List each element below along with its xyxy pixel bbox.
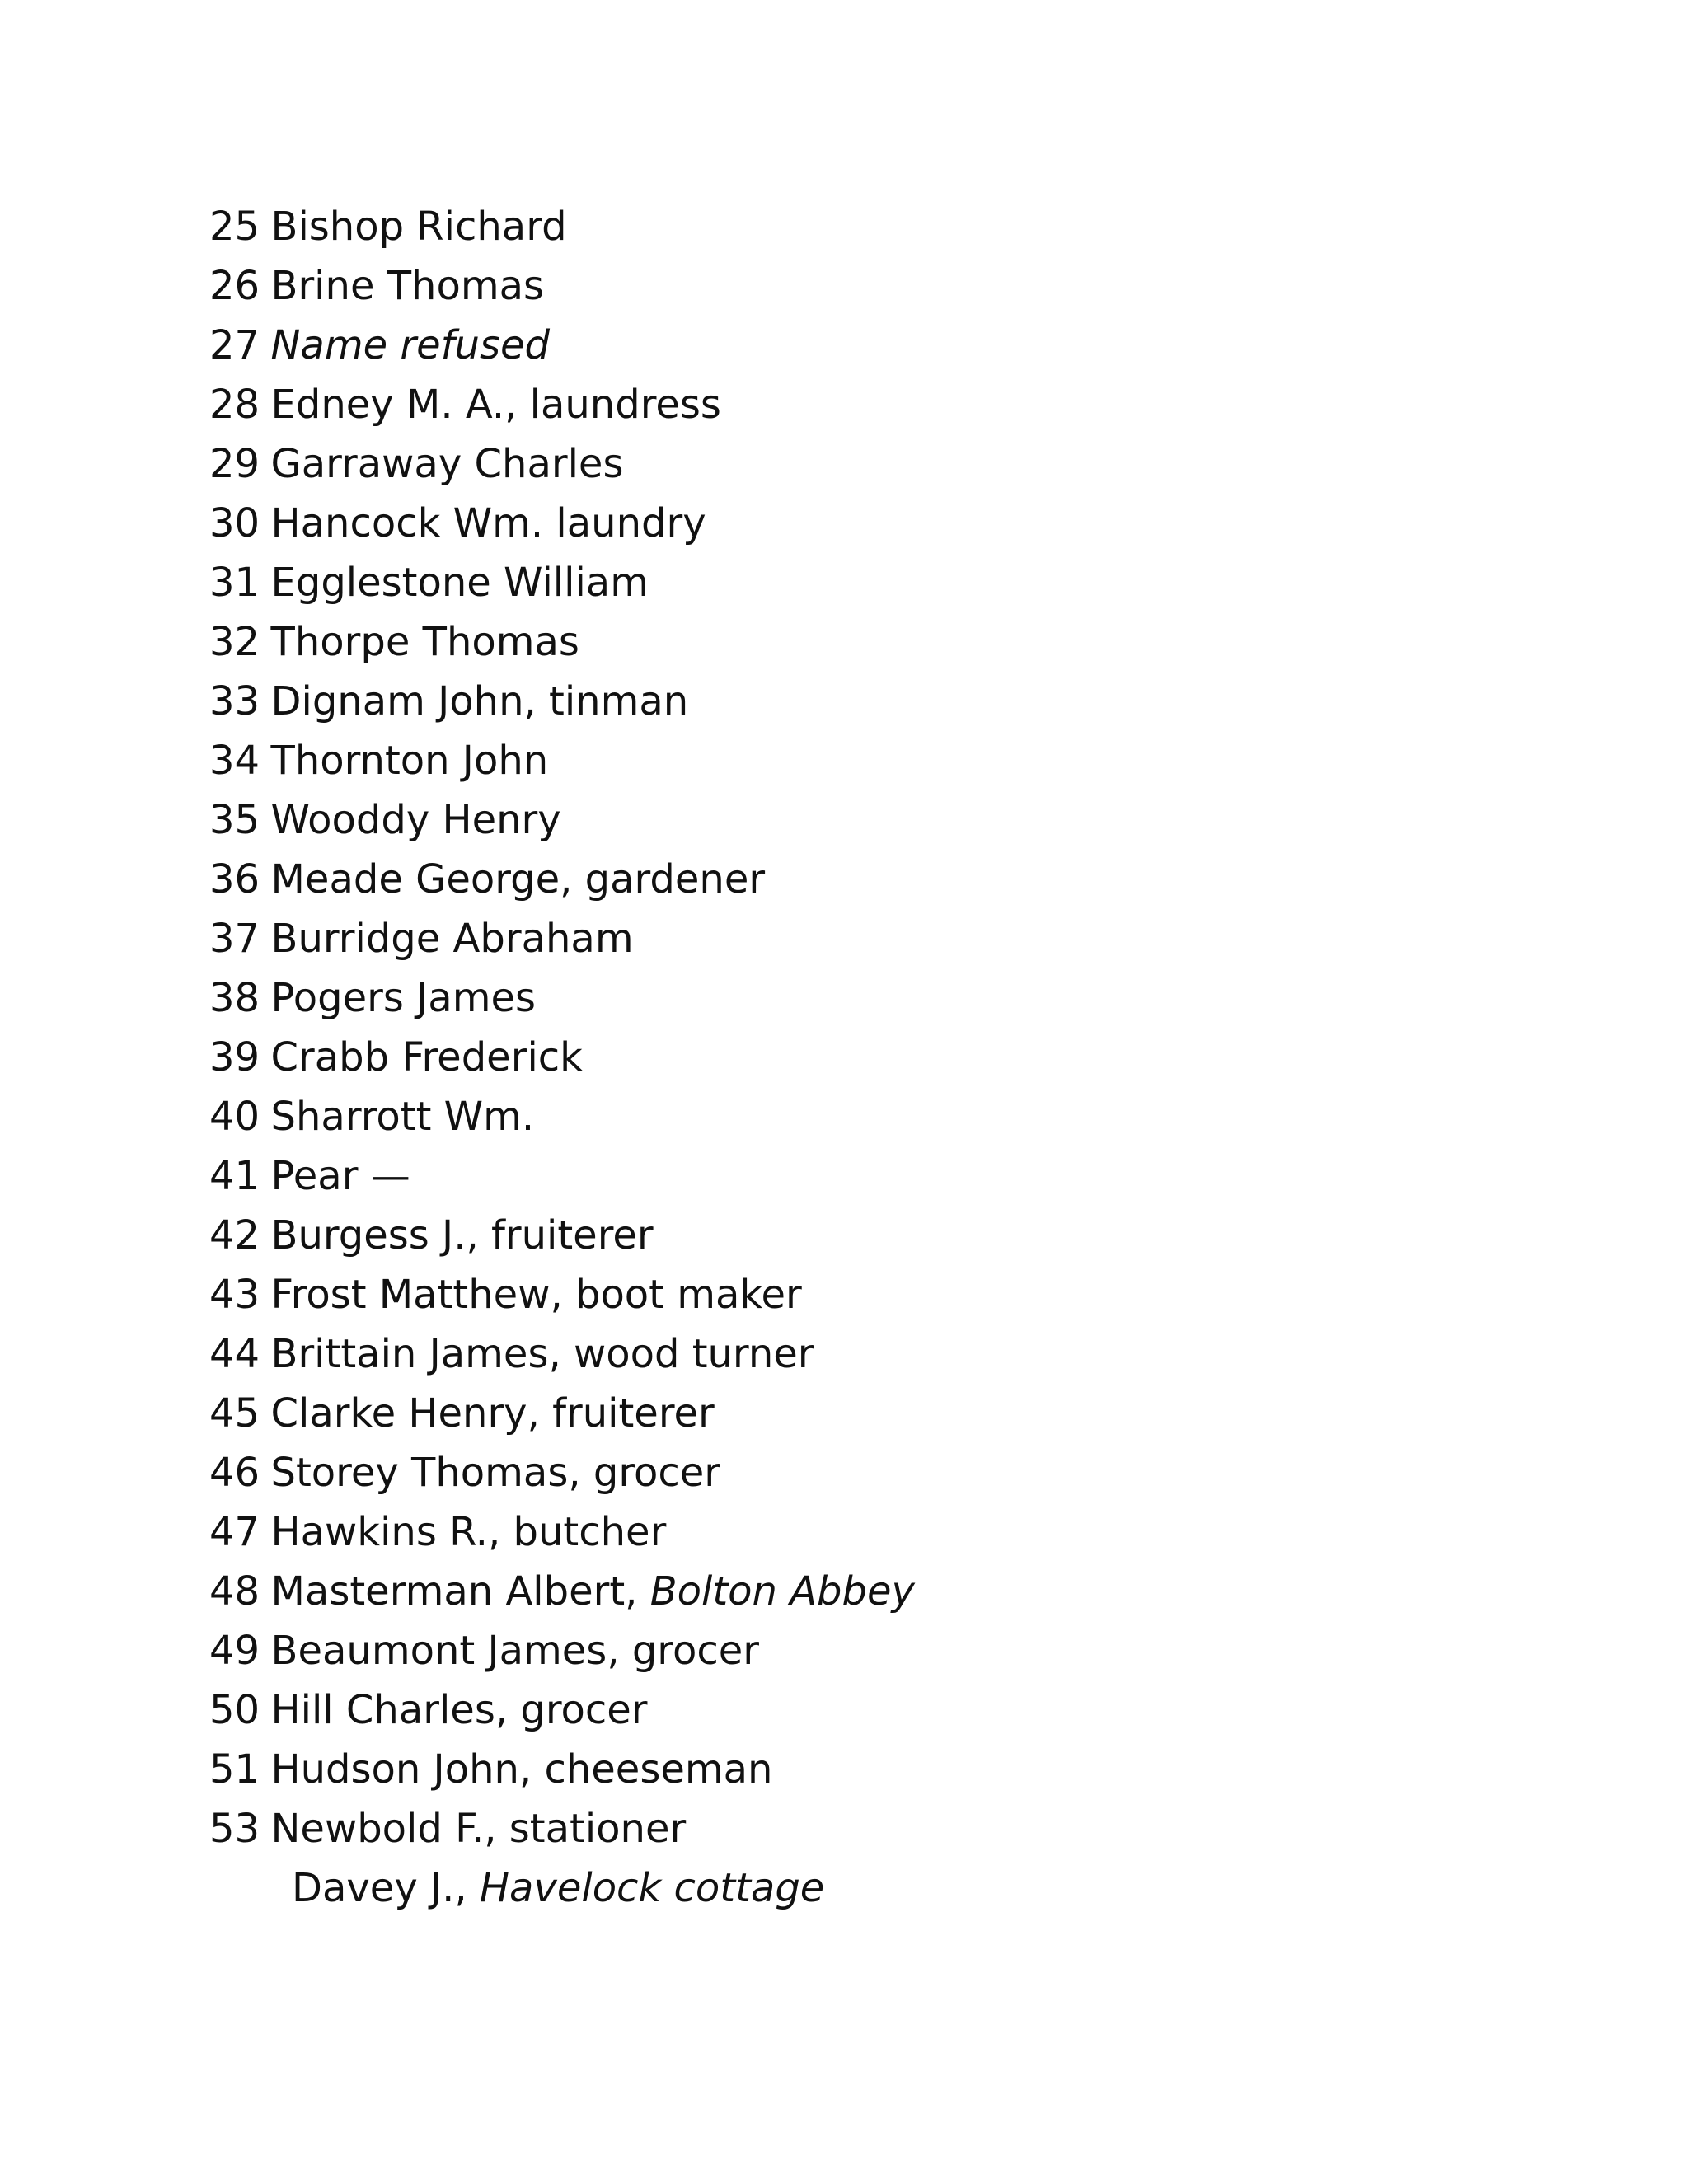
house-number: 26 bbox=[209, 263, 260, 309]
resident-name: Storey Thomas bbox=[270, 1450, 569, 1496]
occupation: laundry bbox=[556, 500, 706, 546]
directory-entry bbox=[209, 197, 915, 256]
house-number: 29 bbox=[209, 441, 260, 487]
resident-name: Brittain James bbox=[270, 1331, 549, 1377]
occupation: boot maker bbox=[574, 1272, 802, 1318]
occupation: gardener bbox=[584, 856, 766, 902]
directory-entry bbox=[209, 494, 915, 553]
directory-entry bbox=[209, 1740, 915, 1799]
occupation: fruiterer bbox=[552, 1390, 715, 1436]
resident-name: Pogers James bbox=[270, 975, 536, 1021]
directory-entry bbox=[209, 375, 915, 434]
resident-name: Hudson John bbox=[270, 1746, 519, 1793]
house-number: 40 bbox=[209, 1094, 260, 1140]
occupation: wood turner bbox=[573, 1331, 814, 1377]
italic-note: Bolton Abbey bbox=[649, 1568, 915, 1615]
occupation: laundress bbox=[529, 382, 721, 428]
house-number: 49 bbox=[209, 1628, 260, 1674]
house-number: 28 bbox=[209, 382, 260, 428]
house-number: 25 bbox=[209, 204, 260, 250]
house-number: 34 bbox=[209, 738, 260, 784]
directory-entry bbox=[209, 1443, 915, 1502]
separator: , bbox=[550, 1272, 575, 1318]
house-number: 51 bbox=[209, 1746, 260, 1793]
resident-name: Meade George bbox=[270, 856, 560, 902]
resident-name: Newbold F. bbox=[270, 1806, 485, 1852]
house-number: 36 bbox=[209, 856, 260, 902]
separator bbox=[543, 500, 556, 546]
house-number: 39 bbox=[209, 1034, 260, 1080]
directory-entry bbox=[209, 1087, 915, 1146]
house-number: 38 bbox=[209, 975, 260, 1021]
house-number: 33 bbox=[209, 678, 260, 724]
resident-name: Burridge Abraham bbox=[270, 916, 634, 962]
directory-entry bbox=[209, 316, 915, 375]
directory-entry bbox=[209, 672, 915, 731]
house-number: 43 bbox=[209, 1272, 260, 1318]
directory-entry bbox=[209, 434, 915, 494]
directory-entry bbox=[209, 1324, 915, 1384]
house-number: 45 bbox=[209, 1390, 260, 1436]
directory-entry bbox=[209, 1621, 915, 1680]
separator: , bbox=[495, 1687, 521, 1733]
house-number: 30 bbox=[209, 500, 260, 546]
resident-name: Hancock Wm. bbox=[270, 500, 544, 546]
house-number: 53 bbox=[209, 1806, 260, 1852]
separator: , bbox=[560, 856, 585, 902]
directory-entry bbox=[209, 850, 915, 909]
resident-name: Thorpe Thomas bbox=[270, 619, 579, 665]
separator: , bbox=[568, 1450, 593, 1496]
resident-name: Thornton John bbox=[270, 738, 549, 784]
resident-name: Bishop Richard bbox=[270, 204, 567, 250]
separator: , bbox=[625, 1568, 650, 1615]
directory-entry bbox=[209, 256, 915, 316]
directory-entry bbox=[209, 1502, 915, 1562]
directory-list bbox=[209, 197, 915, 1918]
italic-note: Havelock cottage bbox=[479, 1865, 825, 1911]
resident-name: Brine Thomas bbox=[270, 263, 545, 309]
directory-entry bbox=[209, 790, 915, 850]
resident-name: Wooddy Henry bbox=[270, 797, 561, 843]
directory-entry bbox=[209, 909, 915, 968]
house-number: 31 bbox=[209, 560, 260, 606]
directory-entry bbox=[209, 1858, 915, 1918]
occupation: fruiterer bbox=[490, 1212, 654, 1258]
directory-entry bbox=[209, 1384, 915, 1443]
separator: , bbox=[518, 1746, 545, 1793]
directory-entry bbox=[209, 1206, 915, 1265]
resident-name: Frost Matthew bbox=[270, 1272, 551, 1318]
directory-entry bbox=[209, 553, 915, 612]
directory-entry bbox=[209, 1799, 915, 1858]
resident-name: Dignam John bbox=[270, 678, 524, 724]
house-number: 42 bbox=[209, 1212, 260, 1258]
directory-entry bbox=[209, 1028, 915, 1087]
directory-entry bbox=[209, 1265, 915, 1324]
house-number: 41 bbox=[209, 1153, 260, 1199]
separator: , bbox=[523, 678, 550, 724]
separator: , bbox=[548, 1331, 574, 1377]
resident-name: Hill Charles bbox=[270, 1687, 495, 1733]
resident-name: Sharrott Wm. bbox=[270, 1094, 535, 1140]
italic-note: Name refused bbox=[270, 322, 550, 368]
house-number: 48 bbox=[209, 1568, 260, 1615]
house-number: 47 bbox=[209, 1509, 260, 1555]
house-number: 37 bbox=[209, 916, 260, 962]
occupation: grocer bbox=[520, 1687, 648, 1733]
directory-entry bbox=[209, 731, 915, 790]
resident-name: Burgess J. bbox=[270, 1212, 467, 1258]
occupation: tinman bbox=[549, 678, 689, 724]
resident-name: Egglestone William bbox=[270, 560, 649, 606]
separator: , bbox=[454, 1865, 480, 1911]
resident-name: Garraway Charles bbox=[270, 441, 624, 487]
house-number: 44 bbox=[209, 1331, 260, 1377]
separator: , bbox=[607, 1628, 632, 1674]
occupation: grocer bbox=[593, 1450, 721, 1496]
resident-name: Clarke Henry bbox=[270, 1390, 528, 1436]
house-number: 32 bbox=[209, 619, 260, 665]
resident-name: Edney M. A. bbox=[270, 382, 505, 428]
occupation: stationer bbox=[509, 1806, 687, 1852]
resident-name: Beaumont James bbox=[270, 1628, 607, 1674]
occupation: butcher bbox=[513, 1509, 667, 1555]
directory-entry bbox=[209, 612, 915, 672]
house-number: 46 bbox=[209, 1450, 260, 1496]
resident-name: Crabb Frederick bbox=[270, 1034, 583, 1080]
resident-name: Hawkins R. bbox=[270, 1509, 488, 1555]
directory-entry bbox=[209, 1146, 915, 1206]
house-number: 35 bbox=[209, 797, 260, 843]
house-number: 50 bbox=[209, 1687, 260, 1733]
resident-name: Pear — bbox=[270, 1153, 410, 1199]
resident-name: Masterman Albert bbox=[270, 1568, 626, 1615]
directory-entry bbox=[209, 968, 915, 1028]
directory-entry bbox=[209, 1680, 915, 1740]
occupation: cheeseman bbox=[544, 1746, 773, 1793]
house-number: 27 bbox=[209, 322, 260, 368]
occupation: grocer bbox=[631, 1628, 759, 1674]
directory-entry bbox=[209, 1562, 915, 1621]
resident-name: Davey J. bbox=[292, 1865, 455, 1911]
separator: , bbox=[504, 382, 530, 428]
separator: , bbox=[484, 1806, 509, 1852]
separator: , bbox=[527, 1390, 553, 1436]
separator: , bbox=[466, 1212, 491, 1258]
separator: , bbox=[488, 1509, 513, 1555]
